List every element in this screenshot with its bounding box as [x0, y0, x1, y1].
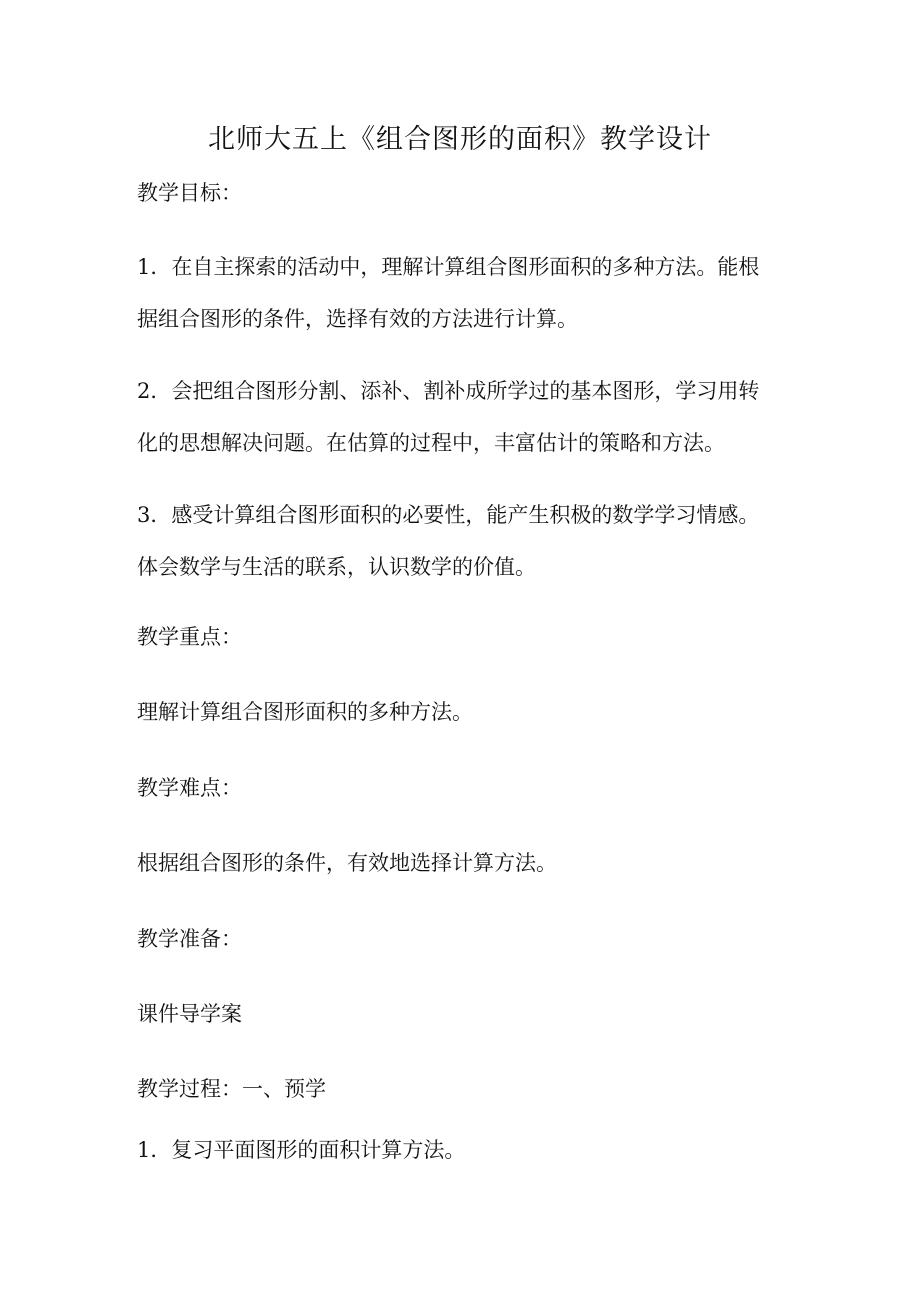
objectives-heading: 教学目标：	[137, 181, 242, 205]
key-points-text: 理解计算组合图形面积的多种方法。	[137, 700, 473, 724]
preparation-text: 课件导学案	[137, 1002, 242, 1026]
objective-1-line-2: 据组合图形的条件，选择有效的方法进行计算。	[137, 307, 578, 331]
difficulties-heading: 教学难点：	[137, 776, 242, 800]
process-heading: 教学过程：一、预学	[137, 1077, 326, 1101]
document-title: 北师大五上《组合图形的面积》教学设计	[208, 124, 712, 155]
objective-2-line-1: 2．会把组合图形分割、添补、割补成所学过的基本图形，学习用转	[137, 379, 760, 403]
objective-2	[137, 365, 787, 469]
objective-3-line-2: 体会数学与生活的联系，认识数学的价值。	[137, 555, 536, 579]
objective-1-line-1: 1．在自主探索的活动中，理解计算组合图形面积的多种方法。能根	[137, 255, 760, 279]
process-item-1: 1．复习平面图形的面积计算方法。	[137, 1138, 466, 1162]
difficulties-text: 根据组合图形的条件，有效地选择计算方法。	[137, 851, 557, 875]
objective-3	[137, 489, 787, 593]
objective-1	[137, 241, 787, 345]
objective-2-line-2: 化的思想解决问题。在估算的过程中，丰富估计的策略和方法。	[137, 431, 725, 455]
key-points-heading: 教学重点：	[137, 625, 242, 649]
preparation-heading: 教学准备：	[137, 927, 242, 951]
objective-3-line-1: 3．感受计算组合图形面积的必要性，能产生积极的数学学习情感。	[137, 503, 760, 527]
